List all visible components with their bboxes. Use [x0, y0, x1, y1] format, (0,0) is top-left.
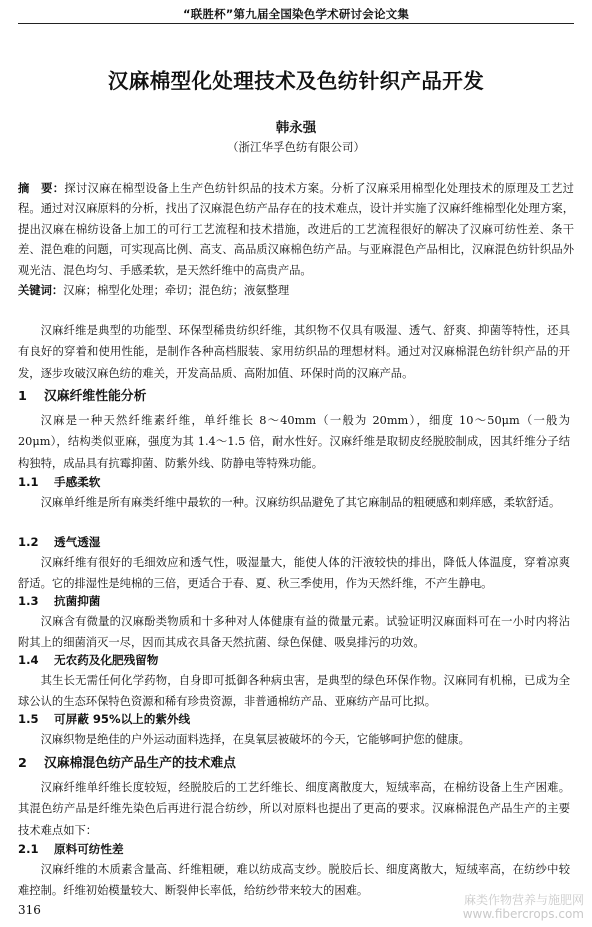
- header-rule: [18, 23, 574, 24]
- keywords: [18, 282, 574, 300]
- section-1-heading: [18, 385, 146, 404]
- running-head: “联胜杯”第九届全国染色学术研讨会论文集: [182, 7, 410, 21]
- section-number: 1.1: [18, 475, 39, 489]
- abstract: [18, 179, 574, 281]
- watermark-line-2: www.fibercrops.com: [462, 907, 584, 921]
- section-title: 手感柔软: [54, 475, 101, 489]
- section-title: 原料可纺性差: [54, 842, 124, 856]
- section-1-3-heading: [18, 593, 100, 609]
- section-number: 1.2: [18, 535, 39, 549]
- page-number: 316: [18, 903, 41, 917]
- paper-title: 汉麻棉型化处理技术及色纺针织产品开发: [107, 69, 485, 93]
- section-title: 汉麻纤维性能分析: [44, 389, 147, 404]
- section-1-5-heading: [18, 711, 190, 727]
- section-2-heading: [18, 752, 236, 771]
- section-1-2-paragraph: 汉麻纤维有很好的毛细效应和透气性，吸湿量大，能使人体的汗液较快的排出，降低人体温度，穿着凉爽舒适。它的排湿性是纯棉的三倍，更适合于春、夏、秋三季使用，作为天然纤维，不产生静电。: [18, 556, 570, 591]
- section-2-1-paragraph: 汉麻纤维的木质素含量高、纤维粗硬，难以纺成高支纱。脱胶后长、细度离散大，短绒率高，在纺纱中较难控制。纤维初始模量较大、断裂伸长率低，给纺纱带来较大的困难。: [18, 863, 570, 898]
- author-name: 韩永强: [275, 120, 317, 136]
- section-2-1-heading: [18, 841, 124, 857]
- watermark-line-1: 麻类作物营养与施肥网: [463, 893, 584, 907]
- keywords-text: 汉麻；棉型化处理；牵切；混色纺；液氨整理: [63, 284, 290, 297]
- section-title: 透气透湿: [54, 535, 101, 549]
- section-1-4-paragraph: 其生长无需任何化学药物，自身即可抵御各种病虫害，是典型的绿色环保作物。汉麻同有机棉，已成为全球公认的生态环保特色资源和稀有珍贵资源，非普通棉纺产品、亚麻纺产品可比拟。: [18, 674, 570, 709]
- section-2-paragraph: 汉麻纤维单纤维长度较短，经脱胶后的工艺纤维长、细度离散度大，短绒率高，在棉纺设备上生产困难。其混色纺产品是纤维先染色后再进行混合纺纱，所以对原料也提出了更高的要求。汉麻棉混色产品生产的主要技术难点如下：: [18, 781, 570, 837]
- section-title: 汉麻棉混色纺产品生产的技术难点: [44, 756, 236, 771]
- section-1-3-paragraph: 汉麻含有微量的汉麻酚类物质和十多种对人体健康有益的微量元素。试验证明汉麻面料可在一小时内将沾附其上的细菌消灭一尽，因而其成衣具备天然抗菌、绿色保健、吸臭排污的功效。: [18, 615, 570, 650]
- section-number: 2.1: [18, 842, 39, 856]
- section-number: 1.4: [18, 653, 39, 667]
- section-1-2-heading: [18, 534, 100, 550]
- section-title: 无农药及化肥残留物: [54, 653, 159, 667]
- abstract-text: 探讨汉麻在棉型设备上生产色纺针织品的技术方案。分析了汉麻采用棉型化处理技术的原理及工艺过程。通过对汉麻原料的分析，找出了汉麻混色纺产品存在的技术难点，设计并实施了汉麻纤维棉型化处理方案，提出汉麻在棉纺设备上加工的可行工艺流程和技术措施，改进后的工艺流程很好的解决了汉麻可纺性差、条干差、混色难的问题，可实现高比例、高支、高品质汉麻棉色纺产品。与亚麻混色产品相比，汉麻混色纺针织品外观光洁、混色均匀、手感柔软，是天然纤维中的高贵产品。: [18, 182, 574, 277]
- section-1-paragraph: 汉麻是一种天然纤维素纤维，单纤维长 8～40mm（一般为 20mm），细度 10～50μm（一般为 20μm），结构类似亚麻，强度为其 1.4～1.5 倍，耐水性好。汉麻纤维是取韧皮经脱胶制成，因其纤维分子结构独特，成品具有抗霉抑菌、防紫外线、防静电等特殊功能。: [18, 414, 570, 470]
- section-1-1-heading: [18, 474, 100, 490]
- author-affiliation: （浙江华孚色纺有限公司）: [227, 140, 365, 154]
- section-number: 2: [18, 756, 27, 771]
- section-number: 1: [18, 389, 27, 404]
- section-number: 1.5: [18, 712, 39, 726]
- section-1-4-heading: [18, 652, 158, 668]
- keywords-label: 关键词：: [18, 284, 64, 297]
- abstract-label: 摘 要：: [18, 182, 65, 195]
- section-1-1-paragraph: 汉麻单纤维是所有麻类纤维中最软的一种。汉麻纺织品避免了其它麻制品的粗硬感和刺痒感，柔软舒适。: [40, 496, 561, 509]
- intro-paragraph: 汉麻纤维是典型的功能型、环保型稀贵纺织纤维，其织物不仅具有吸湿、透气、舒爽、抑菌等特性，还具有良好的穿着和使用性能，是制作各种高档服装、家用纺织品的理想材料。通过对汉麻棉混色纺针织产品的开发，逐步攻破汉麻色纺的难关，开发高品质、高附加值、环保时尚的汉麻产品。: [18, 324, 570, 380]
- section-1-5-paragraph: 汉麻织物是绝佳的户外运动面料选择，在臭氧层被破坏的今天，它能够呵护您的健康。: [40, 733, 470, 746]
- watermark: [463, 893, 584, 921]
- section-title: 抗菌抑菌: [54, 594, 101, 608]
- section-number: 1.3: [18, 594, 39, 608]
- section-title: 可屏蔽 95%以上的紫外线: [54, 712, 191, 726]
